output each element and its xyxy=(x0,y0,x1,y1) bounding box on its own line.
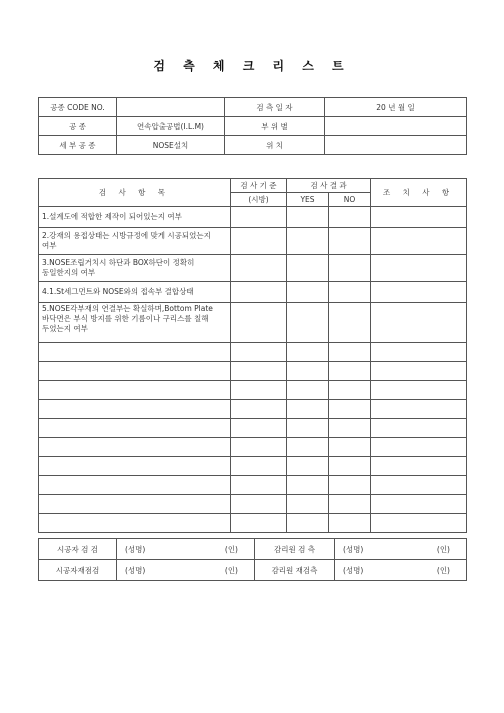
criteria-cell[interactable] xyxy=(231,282,287,303)
yes-cell[interactable] xyxy=(287,438,329,457)
action-cell[interactable] xyxy=(371,255,467,282)
action-cell[interactable] xyxy=(371,400,467,419)
table-row xyxy=(39,476,467,495)
table-row xyxy=(39,457,467,476)
name-label: (성명) xyxy=(343,565,364,575)
action-cell[interactable] xyxy=(371,381,467,400)
seal-label: (인) xyxy=(224,565,238,575)
header-label: 위 치 xyxy=(225,136,325,155)
check-item: 5.NOSE각부재의 연결부는 확실하며,Bottom Plate 바닥면은 부식 방지를 위한 기름이나 구리스를 칠해 두었는지 여부 xyxy=(39,303,231,343)
yes-cell[interactable] xyxy=(287,457,329,476)
action-cell[interactable] xyxy=(371,438,467,457)
criteria-cell[interactable] xyxy=(231,381,287,400)
check-item[interactable] xyxy=(39,400,231,419)
no-cell[interactable] xyxy=(329,282,371,303)
action-cell[interactable] xyxy=(371,282,467,303)
action-cell[interactable] xyxy=(371,228,467,255)
name-label: (성명) xyxy=(343,544,364,554)
name-label: (성명) xyxy=(125,565,146,575)
criteria-cell[interactable] xyxy=(231,228,287,255)
action-cell[interactable] xyxy=(371,457,467,476)
yes-cell[interactable] xyxy=(287,303,329,343)
yes-cell[interactable] xyxy=(287,362,329,381)
yes-cell[interactable] xyxy=(287,207,329,228)
check-item: 2.강재의 용접상태는 시방규정에 맞게 시공되었는지 여부 xyxy=(39,228,231,255)
no-cell[interactable] xyxy=(329,343,371,362)
table-row xyxy=(39,438,467,457)
check-item[interactable] xyxy=(39,419,231,438)
table-row xyxy=(39,207,467,228)
criteria-cell[interactable] xyxy=(231,514,287,533)
check-item[interactable] xyxy=(39,514,231,533)
signature-field[interactable] xyxy=(335,560,467,581)
signature-label: 감리원 재검측 xyxy=(255,560,335,581)
no-cell[interactable] xyxy=(329,419,371,438)
column-header-yes: YES xyxy=(287,193,329,207)
header-value[interactable] xyxy=(117,98,225,117)
yes-cell[interactable] xyxy=(287,476,329,495)
seal-label: (인) xyxy=(436,565,450,575)
yes-cell[interactable] xyxy=(287,495,329,514)
signature-field[interactable] xyxy=(117,560,255,581)
no-cell[interactable] xyxy=(329,303,371,343)
criteria-cell[interactable] xyxy=(231,457,287,476)
yes-cell[interactable] xyxy=(287,419,329,438)
signature-label: 시공자재점검 xyxy=(39,560,117,581)
yes-cell[interactable] xyxy=(287,255,329,282)
signature-table xyxy=(38,538,467,581)
no-cell[interactable] xyxy=(329,495,371,514)
check-item[interactable] xyxy=(39,381,231,400)
header-value[interactable]: NOSE설치 xyxy=(117,136,225,155)
action-cell[interactable] xyxy=(371,362,467,381)
check-item: 4.1.St세그먼트와 NOSE와의 접속부 결합상태 xyxy=(39,282,231,303)
no-cell[interactable] xyxy=(329,514,371,533)
signature-row xyxy=(39,560,467,581)
signature-field[interactable] xyxy=(117,539,255,560)
no-cell[interactable] xyxy=(329,400,371,419)
criteria-cell[interactable] xyxy=(231,255,287,282)
column-header-result: 검 사 결 과 xyxy=(287,179,371,193)
table-row xyxy=(39,282,467,303)
yes-cell[interactable] xyxy=(287,400,329,419)
yes-cell[interactable] xyxy=(287,381,329,400)
check-item[interactable] xyxy=(39,362,231,381)
signature-label: 감리원 검 측 xyxy=(255,539,335,560)
check-item[interactable] xyxy=(39,476,231,495)
no-cell[interactable] xyxy=(329,228,371,255)
header-label: 검 측 일 자 xyxy=(225,98,325,117)
check-item[interactable] xyxy=(39,495,231,514)
criteria-cell[interactable] xyxy=(231,400,287,419)
header-value[interactable] xyxy=(325,136,467,155)
no-cell[interactable] xyxy=(329,381,371,400)
column-header-action: 조 치 사 항 xyxy=(371,179,467,207)
action-cell[interactable] xyxy=(371,303,467,343)
table-row xyxy=(39,495,467,514)
check-item[interactable] xyxy=(39,457,231,476)
criteria-cell[interactable] xyxy=(231,495,287,514)
criteria-cell[interactable] xyxy=(231,303,287,343)
column-header-criteria: 검 사 기 준 xyxy=(231,179,287,193)
no-cell[interactable] xyxy=(329,207,371,228)
table-row xyxy=(39,362,467,381)
criteria-cell[interactable] xyxy=(231,343,287,362)
criteria-cell[interactable] xyxy=(231,419,287,438)
table-row xyxy=(39,303,467,343)
action-cell[interactable] xyxy=(371,495,467,514)
page-title: 검 측 체 크 리 스 트 xyxy=(153,59,351,73)
table-row xyxy=(39,255,467,282)
action-cell[interactable] xyxy=(371,207,467,228)
inspection-date-field[interactable]: 20 년 월 일 xyxy=(325,98,467,117)
seal-label: (인) xyxy=(224,544,238,554)
no-cell[interactable] xyxy=(329,255,371,282)
check-item[interactable] xyxy=(39,343,231,362)
check-item: 1.설계도에 적합한 제작이 되어있는지 여부 xyxy=(39,207,231,228)
criteria-cell[interactable] xyxy=(231,207,287,228)
header-label: 공 종 xyxy=(39,117,117,136)
yes-cell[interactable] xyxy=(287,343,329,362)
signature-label: 시공자 검 검 xyxy=(39,539,117,560)
signature-field[interactable] xyxy=(335,539,467,560)
header-label: 부 위 별 xyxy=(225,117,325,136)
no-cell[interactable] xyxy=(329,476,371,495)
action-cell[interactable] xyxy=(371,419,467,438)
column-header-item: 검 사 항 목 xyxy=(39,179,231,207)
table-row xyxy=(39,400,467,419)
header-label: 세 부 공 종 xyxy=(39,136,117,155)
check-item: 3.NOSE조립거치시 하단과 BOX하단이 정확히 동일한지의 여부 xyxy=(39,255,231,282)
header-label: 공종 CODE NO. xyxy=(39,98,117,117)
criteria-cell[interactable] xyxy=(231,438,287,457)
yes-cell[interactable] xyxy=(287,514,329,533)
action-cell[interactable] xyxy=(371,343,467,362)
table-row xyxy=(39,343,467,362)
signature-row xyxy=(39,539,467,560)
name-label: (성명) xyxy=(125,544,146,554)
yes-cell[interactable] xyxy=(287,282,329,303)
action-cell[interactable] xyxy=(371,514,467,533)
header-value[interactable]: 연속압출공법(I.L.M) xyxy=(117,117,225,136)
table-row xyxy=(39,419,467,438)
no-cell[interactable] xyxy=(329,457,371,476)
header-value[interactable] xyxy=(325,117,467,136)
column-header-criteria-sub: (시방) xyxy=(231,193,287,207)
table-row xyxy=(39,514,467,533)
header-info-table xyxy=(38,97,467,155)
check-item[interactable] xyxy=(39,438,231,457)
action-cell[interactable] xyxy=(371,476,467,495)
no-cell[interactable] xyxy=(329,438,371,457)
seal-label: (인) xyxy=(436,544,450,554)
criteria-cell[interactable] xyxy=(231,476,287,495)
criteria-cell[interactable] xyxy=(231,362,287,381)
yes-cell[interactable] xyxy=(287,228,329,255)
table-row xyxy=(39,381,467,400)
no-cell[interactable] xyxy=(329,362,371,381)
checklist-table xyxy=(38,178,467,533)
column-header-no: NO xyxy=(329,193,371,207)
table-row xyxy=(39,228,467,255)
